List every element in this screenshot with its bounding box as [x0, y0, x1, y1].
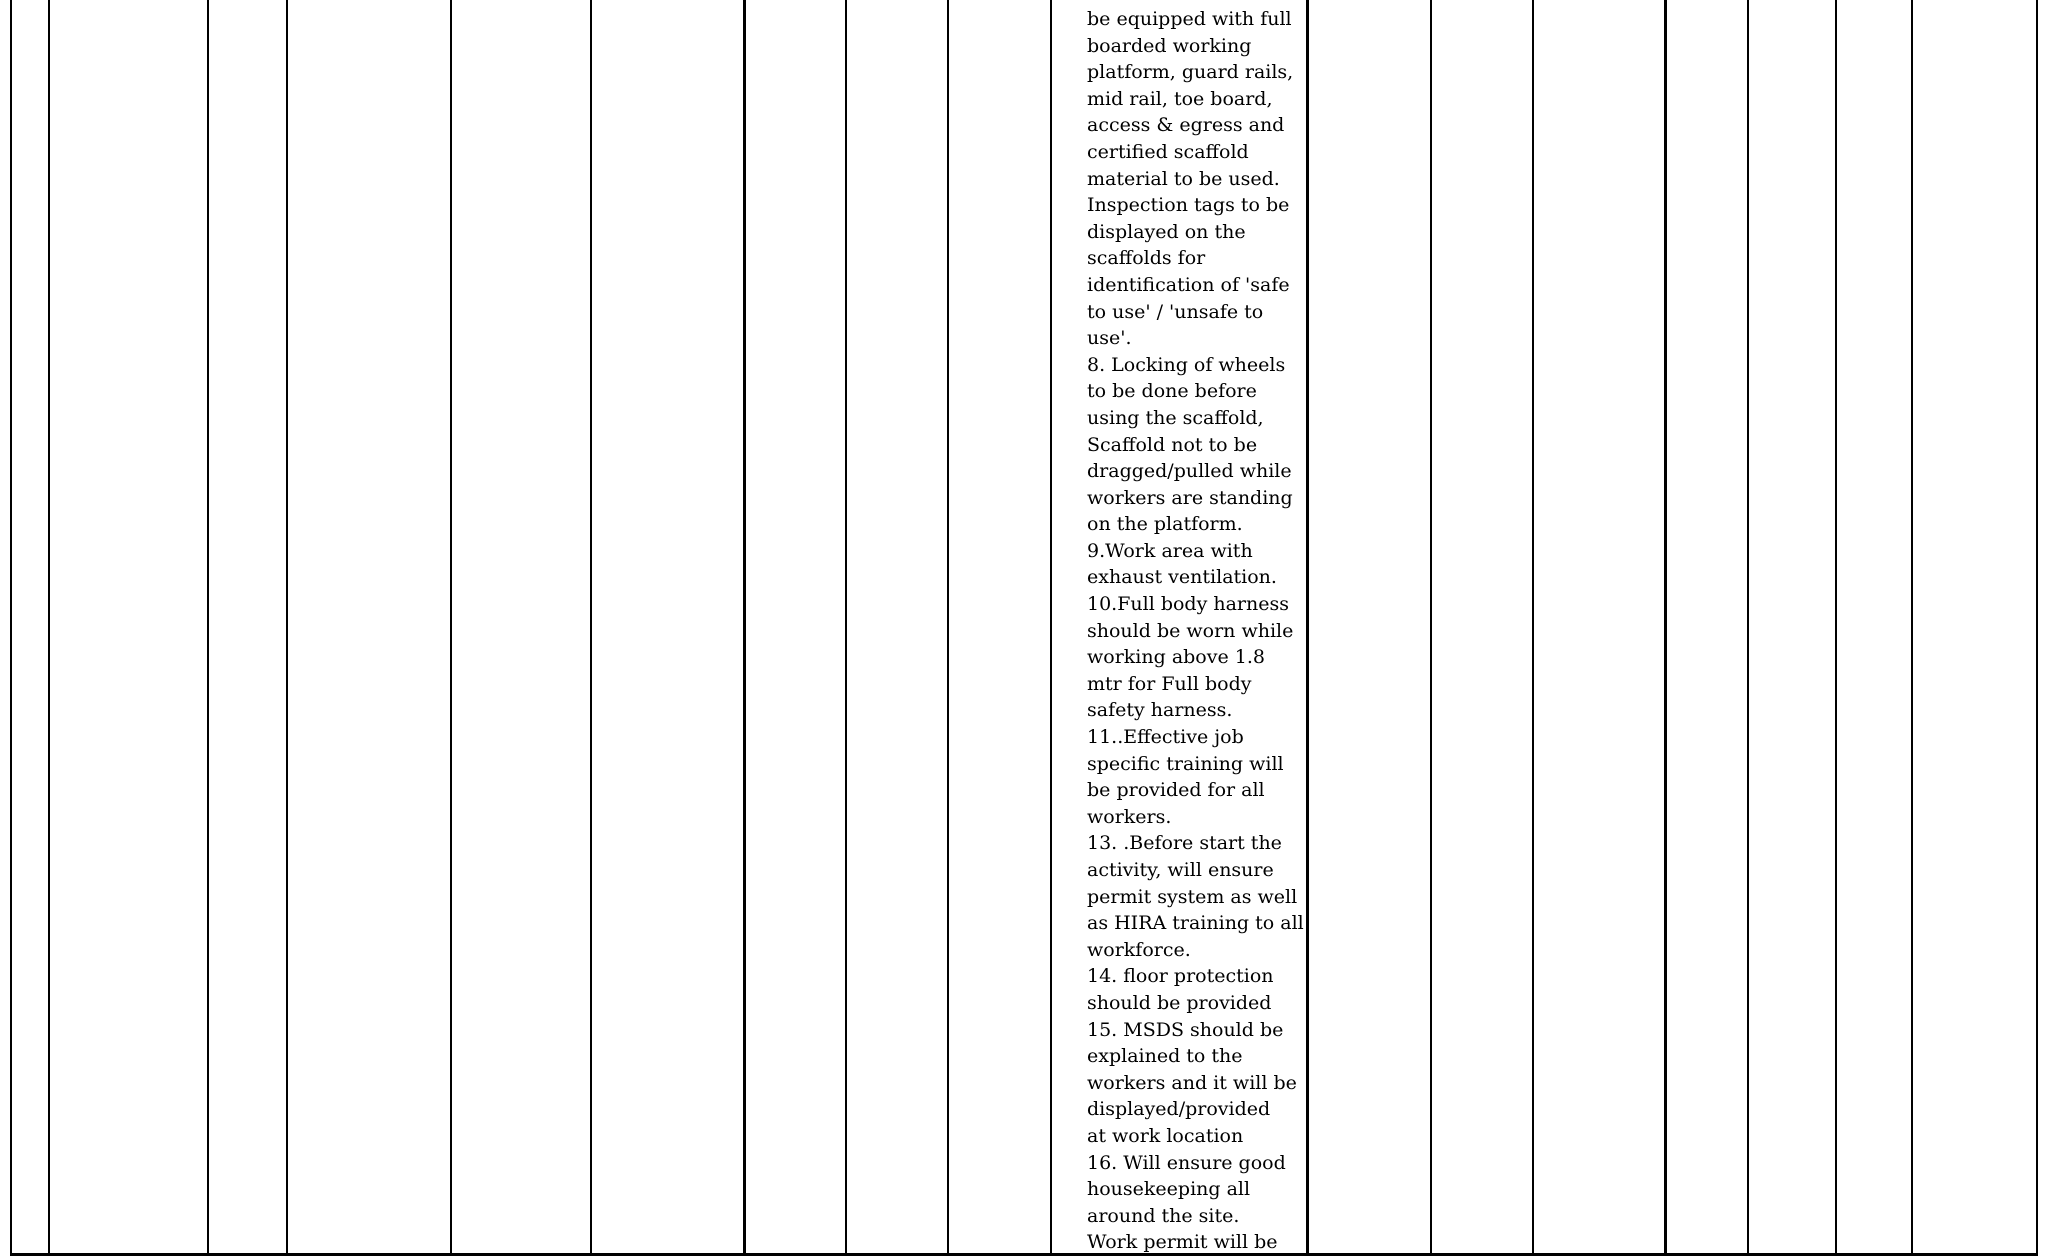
column-border	[1835, 0, 1837, 1256]
column-border	[450, 0, 452, 1256]
column-border	[1664, 0, 1667, 1256]
column-border	[1747, 0, 1749, 1256]
column-border	[2036, 0, 2038, 1256]
column-border	[1050, 0, 1052, 1256]
column-border	[1532, 0, 1534, 1256]
column-border	[947, 0, 949, 1256]
column-border	[1911, 0, 1913, 1256]
control-measures-text: be equipped with full boarded working platform, guard rails, mid rail, toe board, access & egress and certified scaffold material to be used. Inspection tags to be displayed on the scaffolds for identification of 'safe to use' / 'unsafe to use'. 8. Locking of wheels to be done before using the scaffold, Scaffold not to be dragged/pulled while workers are standing on the platform. 9.Work area with exhaust ventilation. 10.Full body harness should be worn while working above 1.8 mtr for Full body safety harness. 11..Effective job specific training will be provided for all workers. 13. .Before start the activity, will ensure permit system as well as HIRA training to all workforce. 14. floor protection should be provided 15. MSDS should be explained to the workers and it will be displayed/provided at work location 16. Will ensure good housekeeping all around the site. Work permit will be	[1087, 8, 1304, 1254]
column-border	[10, 0, 12, 1256]
column-border	[743, 0, 746, 1256]
column-border	[48, 0, 50, 1256]
column-border	[286, 0, 288, 1256]
column-border	[1430, 0, 1432, 1256]
column-border	[590, 0, 592, 1256]
column-border	[1306, 0, 1309, 1256]
column-border	[845, 0, 847, 1256]
column-border	[207, 0, 209, 1256]
